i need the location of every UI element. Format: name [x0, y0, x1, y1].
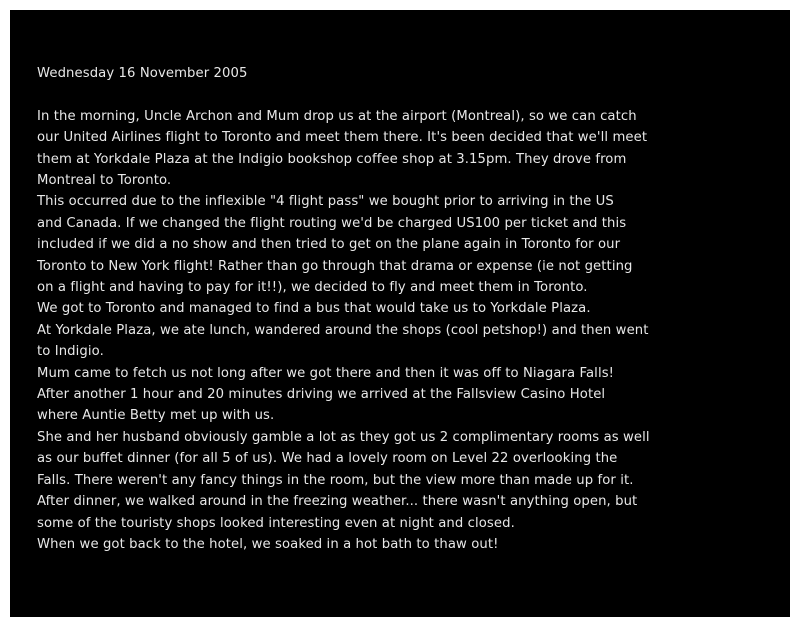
text-line: Mum came to fetch us not long after we got there and then it was off to Niagara Falls!	[37, 365, 615, 381]
journal-page	[10, 10, 790, 617]
text-line: some of the touristy shops looked interesting even at night and closed.	[37, 515, 515, 531]
text-line: as our buffet dinner (for all 5 of us). We had a lovely room on Level 22 overlooking the	[37, 451, 618, 467]
text-line: When we got back to the hotel, we soaked in a hot bath to thaw out!	[37, 536, 499, 552]
entry-date: Wednesday 16 November 2005	[37, 66, 248, 81]
text-line: Montreal to Toronto.	[37, 173, 172, 189]
text-line: Falls. There weren't any fancy things in the room, but the view more than made up for it.	[37, 472, 634, 488]
text-line: on a flight and having to pay for it!!), we decided to fly and meet them in Toronto.	[37, 280, 588, 296]
text-line: them at Yorkdale Plaza at the Indigio bookshop coffee shop at 3.15pm. They drove from	[37, 151, 627, 167]
text-line: and Canada. If we changed the flight routing we'd be charged US100 per ticket and this	[37, 215, 627, 231]
text-line: our United Airlines flight to Toronto and meet them there. It's been decided that we'll meet	[37, 130, 648, 146]
text-line: to Indigio.	[37, 344, 104, 360]
text-line: After another 1 hour and 20 minutes driving we arrived at the Fallsview Casino Hotel	[37, 387, 606, 403]
text-line: After dinner, we walked around in the freezing weather... there wasn't anything open, but	[37, 494, 638, 510]
text-line: In the morning, Uncle Archon and Mum drop us at the airport (Montreal), so we can catch	[37, 108, 637, 124]
text-line: Toronto to New York flight! Rather than go through that drama or expense (ie not getting	[37, 258, 633, 274]
text-line: We got to Toronto and managed to find a bus that would take us to Yorkdale Plaza.	[37, 301, 591, 317]
text-line: This occurred due to the inflexible "4 flight pass" we bought prior to arriving in the US	[37, 194, 614, 210]
text-line: She and her husband obviously gamble a lot as they got us 2 complimentary rooms as well	[37, 429, 650, 445]
text-line: included if we did a no show and then tried to get on the plane again in Toronto for our	[37, 237, 621, 253]
journal-text	[37, 63, 777, 555]
text-line: where Auntie Betty met up with us.	[37, 408, 275, 424]
text-line: At Yorkdale Plaza, we ate lunch, wandered around the shops (cool petshop!) and then went	[37, 322, 649, 338]
